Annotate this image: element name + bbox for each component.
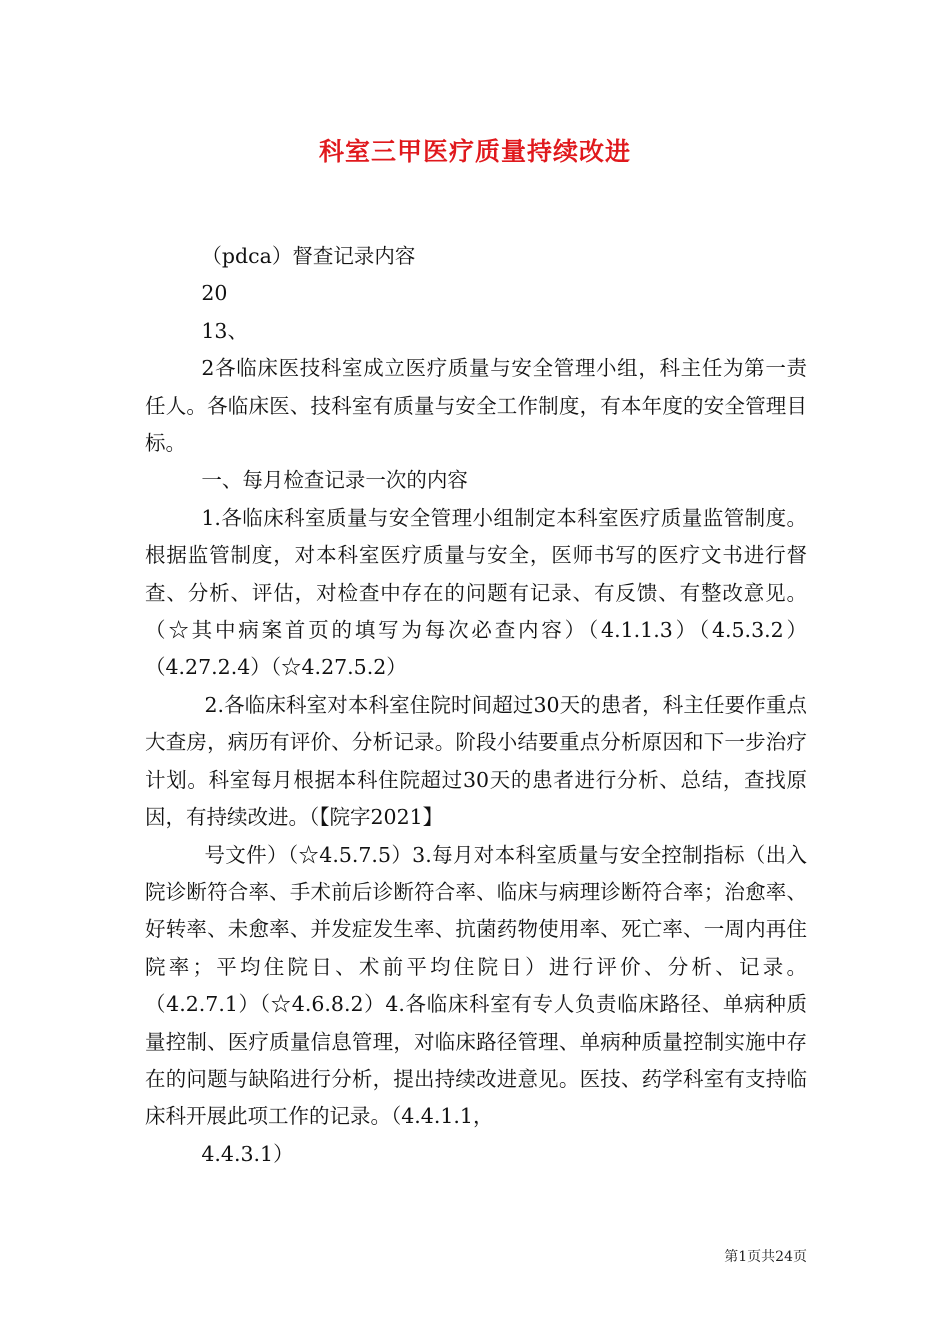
section-heading-monthly: 一、每月检查记录一次的内容 <box>201 468 468 493</box>
paragraph-item-3-4: 号文件）（☆4.5.7.5）3.每月对本科室质量与安全控制指标（出入院诊断符合率、手术前后诊断符合率、临床与病理诊断符合率；治愈率、好转率、未愈率、并发症发生率、抗菌药物使用率、死亡率、一周内再住院率；平均住院日、术前平均住院日）进行评价、分析、记录。（4.2.7.1）（☆4.6.8.2）4.各临床科室有专人负责临床路径、单病种质量控制、医疗质量信息管理，对临床路径管理、单病种质量控制实施中存在的问题与缺陷进行分析，提出持续改进意见。医技、药学科室有支持临床科开展此项工作的记录。（4.4.1.1， <box>145 842 807 1129</box>
paragraph-item-2: 2.各临床科室对本科室住院时间超过30天的患者，科主任要作重点大查房，病历有评价、分析记录。阶段小结要重点分析原因和下一步治疗计划。科室每月根据本科住院超过30天的患者进行分析、总结，查找原因，有持续改进。（【院字2021】 <box>145 692 807 830</box>
paragraph-reference-tail: 4.4.3.1） <box>201 1141 294 1166</box>
document-title: 科室三甲医疗质量持续改进 <box>318 137 631 166</box>
paragraph-item-1: 1.各临床科室质量与安全管理小组制定本科室医疗质量监管制度。根据监管制度，对本科室医疗质量与安全，医师书写的医疗文书进行督查、分析、评估，对检查中存在的问题有记录、有反馈、有整改意见。（☆其中病案首页的填写为每次必查内容）（4.1.1.3）（4.5.3.2）（4.27.2.4）（☆4.27.5.2） <box>145 505 807 680</box>
paragraph-safety-group: 2各临床医技科室成立医疗质量与安全管理小组，科主任为第一责任人。各临床医、技科室有质量与安全工作制度，有本年度的安全管理目标。 <box>145 356 807 456</box>
document-body <box>145 238 807 1173</box>
page-number: 第1页共24页 <box>724 1249 807 1265</box>
paragraph-year-part-2: 13、 <box>201 318 248 343</box>
paragraph-pdca-heading: （pdca）督查记录内容 <box>201 244 416 268</box>
paragraph-year-part-1: 20 <box>201 281 228 306</box>
